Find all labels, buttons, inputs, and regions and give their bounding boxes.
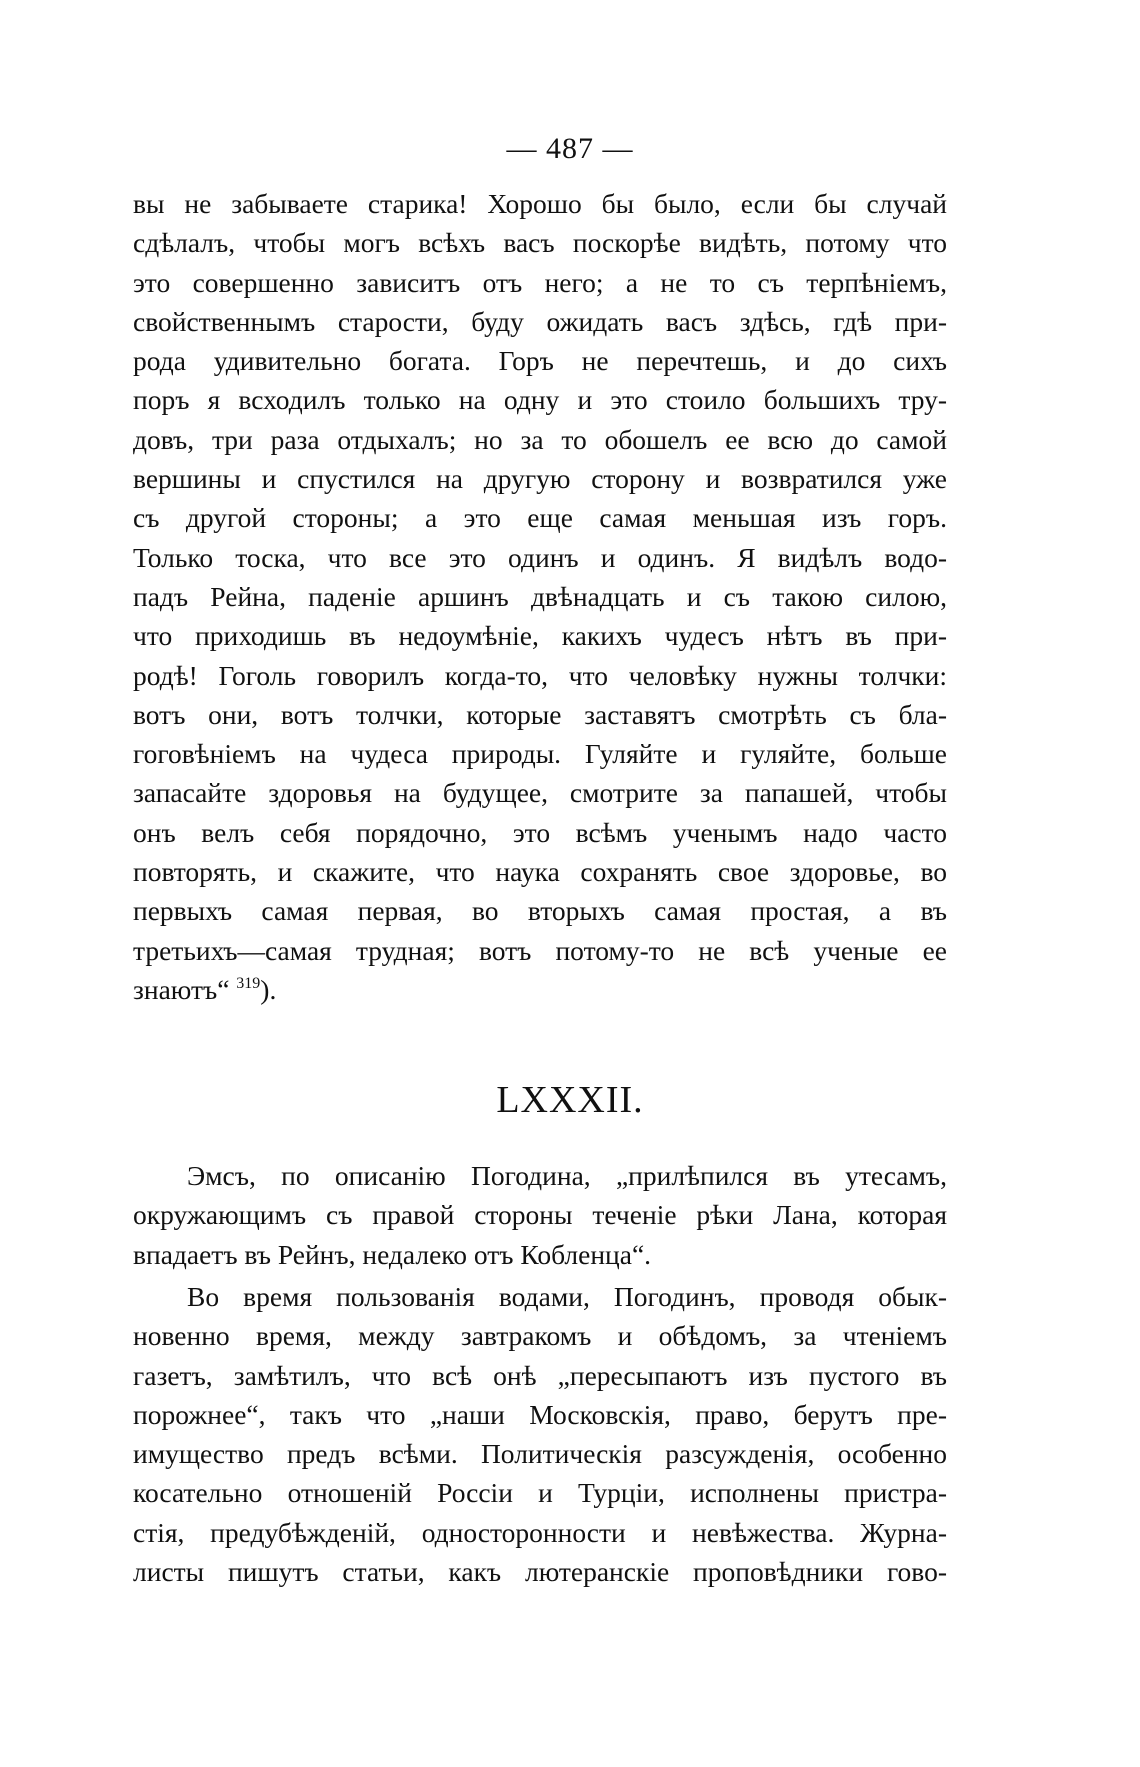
text-line: листы пишутъ статьи, какъ лютеранскіе проповѣдники гово- [133,1556,947,1588]
text-line: падъ Рейна, паденіе аршинъ двѣнадцать и съ такою силою, [133,580,947,612]
text-line: порожнее“, такъ что „наши Московскія, право, берутъ пре- [133,1398,947,1430]
text-line: косательно отношеній Россіи и Турціи, исполнены пристра- [133,1477,947,1509]
text-line: свойственнымъ старости, буду ожидать васъ здѣсь, гдѣ при- [133,305,947,337]
text-line: Эмсъ, по описанію Погодина, „прилѣпился въ утесамъ, [187,1160,947,1191]
final-line-text: знаютъ“ [133,973,230,1005]
text-line: Только тоска, что все это одинъ и одинъ. Я видѣлъ водо- [133,541,947,573]
text-line: газетъ, замѣтилъ, что всѣ онѣ „пересыпаютъ изъ пустого въ [133,1359,947,1391]
text-line: гоговѣніемъ на чудеса природы. Гуляйте и гуляйте, больше [133,738,947,770]
text-line: вершины и спустился на другую сторону и возвратился уже [133,463,947,495]
letter-continuation [133,184,947,1009]
text-line: стія, предубѣжденій, односторонности и невѣжества. Журна- [133,1516,947,1548]
text-line: рода удивительно богата. Горъ не перечтешь, и до сихъ [133,345,947,377]
text-line: вы не забываете старика! Хорошо бы было, если бы случай [133,188,947,219]
text-line: довъ, три раза отдыхалъ; но за то обошелъ ее всю до самой [133,423,947,455]
text-line: окружающимъ съ правой стороны теченіе рѣки Лана, которая [133,1199,947,1231]
text-line: съ другой стороны; а это еще самая меньшая изъ горъ. [133,502,947,534]
text-line: что приходишь въ недоумѣніе, какихъ чудесъ нѣтъ въ при- [133,620,947,652]
text-line: сдѣлалъ, чтобы могъ всѣхъ васъ поскорѣе видѣть, потому что [133,227,947,259]
text-line: новенно время, между завтракомъ и обѣдомъ, за чтеніемъ [133,1320,947,1352]
final-line [133,970,947,1009]
text-line: это совершенно зависитъ отъ него; а не то съ терпѣніемъ, [133,266,947,298]
paragraph-2 [133,1277,947,1591]
final-line-close: ). [260,973,277,1005]
text-line: поръ я всходилъ только на одну и это стоило большихъ тру- [133,384,947,416]
text-line: имущество предъ всѣми. Политическія разсужденія, особенно [133,1438,947,1470]
text-line: родѣ! Гоголь говорилъ когда-то, что человѣку нужны толчки: [133,659,947,691]
text-line: первыхъ самая первая, во вторыхъ самая простая, а въ [133,895,947,927]
text-line: запасайте здоровья на будущее, смотрите за папашей, чтобы [133,777,947,809]
text-line: повторять, и скажите, что наука сохранять свое здоровье, во [133,856,947,888]
text-line: онъ велъ себя порядочно, это всѣмъ ученымъ надо часто [133,816,947,848]
footnote-ref: 319 [236,974,261,992]
paragraph-1 [133,1156,947,1274]
text-line: Во время пользованія водами, Погодинъ, проводя обык- [187,1281,947,1312]
text-line: третьихъ—самая трудная; вотъ потому-то не всѣ ученые ее [133,934,947,966]
section-heading: LXXXII. [496,1079,644,1121]
page-number: — 487 — [506,132,634,165]
text-line: впадаетъ въ Рейнъ, недалеко отъ Кобленца“. [133,1238,652,1270]
text-line: вотъ они, вотъ толчки, которые заставятъ смотрѣть съ бла- [133,698,947,730]
